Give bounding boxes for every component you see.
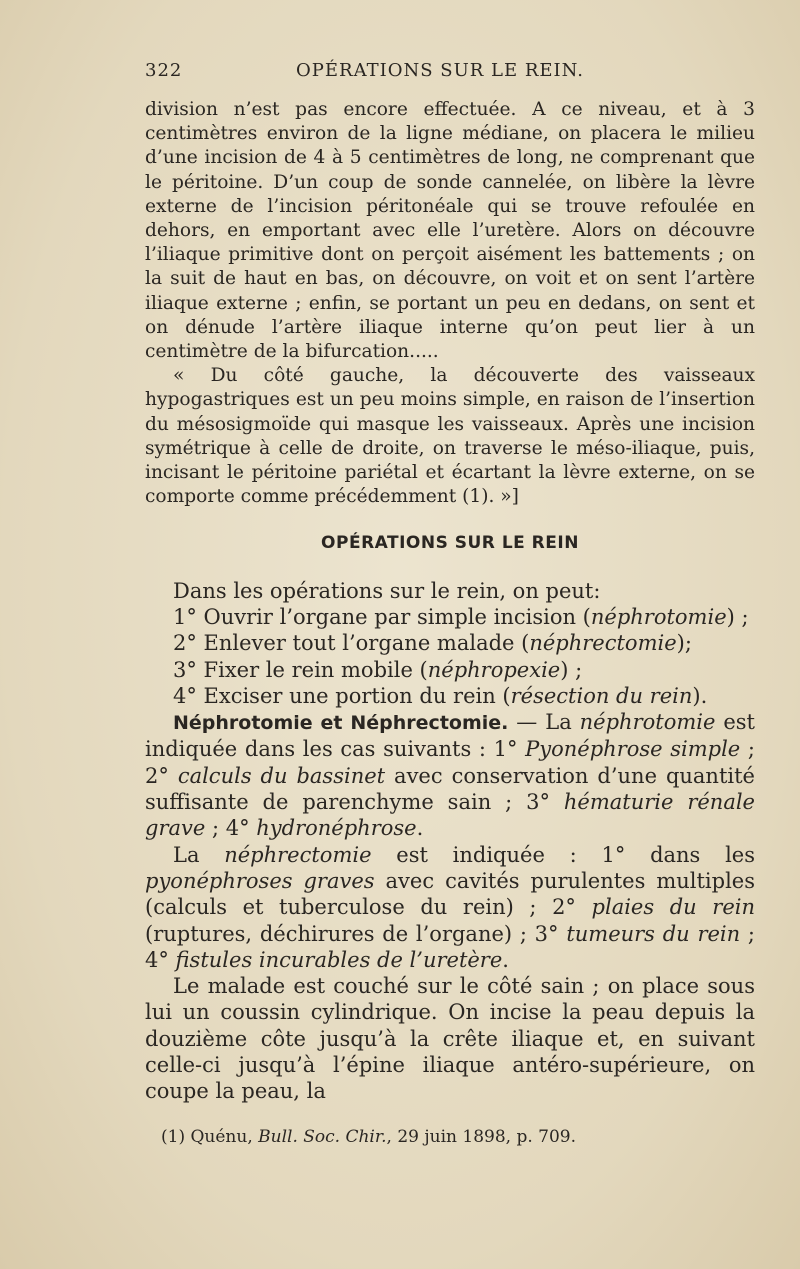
book-page xyxy=(145,60,755,1149)
body-text xyxy=(145,98,755,1149)
page-number: 322 xyxy=(145,60,183,81)
operation-item: 4° Exciser une portion du rein (résection du rein). xyxy=(173,683,708,708)
paragraph-nephrectomy: La néphrectomie est indiquée : 1° dans les pyonéphroses graves avec cavités purulentes multiples (calculs et tuberculose du rein) ; 2° plaies du rein (ruptures, déchirures de l’organe) ; 3° tumeurs du rein ; 4° fistules incurables de l’uretère. xyxy=(145,842,756,972)
footnote: (1) Quénu, Bull. Soc. Chir., 29 juin 1898, p. 709. xyxy=(161,1126,576,1147)
operation-item: 3° Fixer le rein mobile (néphropexie) ; xyxy=(173,657,583,682)
operations-intro: Dans les opérations sur le rein, on peut: xyxy=(173,578,601,603)
section-heading: OPÉRATIONS SUR LE REIN xyxy=(321,533,579,554)
paragraph-hypogastric-left: « Du côté gauche, la découverte des vaisseaux hypogastriques est un peu moins simple, en raison de l’insertion du mésosigmoïde qui masque les vaisseaux. Après une incision symétrique à celle de droite, on traverse le méso-iliaque, puis, incisant le péritoine pariétal et écartant la lèvre externe, on se comporte comme précédemment (1). »] xyxy=(145,365,755,508)
operation-item: 1° Ouvrir l’organe par simple incision (néphrotomie) ; xyxy=(173,604,749,629)
paragraph-nephrotomy: Néphrotomie et Néphrectomie. — La néphrotomie est indiquée dans les cas suivants : 1° Pyonéphrose simple ; 2° calculs du bassinet avec conservation d’une quantité suffisante de parenchyme sain ; 3° hématurie rénale grave ; 4° hydronéphrose. xyxy=(145,710,755,841)
operation-item: 2° Enlever tout l’organe malade (néphrectomie); xyxy=(173,631,692,656)
paragraph-patient-position: Le malade est couché sur le côté sain ; on place sous lui un coussin cylindrique. On incise la peau depuis la douzième côte jusqu’à la crête iliaque et, en suivant celle-ci jusqu’à l’épine iliaque antéro-supérieure, on coupe la peau, la xyxy=(145,974,755,1104)
running-title: OPÉRATIONS SUR LE REIN. xyxy=(296,60,584,81)
nephrotomy-heading: Néphrotomie et Néphrectomie. xyxy=(173,712,509,735)
kidney-operations-text xyxy=(145,578,755,1105)
paragraph-hypogastric-right: division n’est pas encore effectuée. A ce niveau, et à 3 centimètres environ de la ligne médiane, on placera le milieu d’une incision de 4 à 5 centimètres de long, ne comprenant que le péritoine. D’un coup de sonde cannelée, on libère la lèvre externe de l’incision péritonéale qui se trouve refoulée en dehors, en emportant avec elle l’uretère. Alors on découvre l’iliaque primitive dont on perçoit aisément les battements ; on la suit de haut en bas, on découvre, on voit et on sent l’artère iliaque externe ; enfin, se portant un peu en dedans, on sent et on dénude l’artère iliaque interne qu’on peut lier à un centimètre de la bifurcation..... xyxy=(145,99,755,363)
running-head xyxy=(145,60,755,92)
